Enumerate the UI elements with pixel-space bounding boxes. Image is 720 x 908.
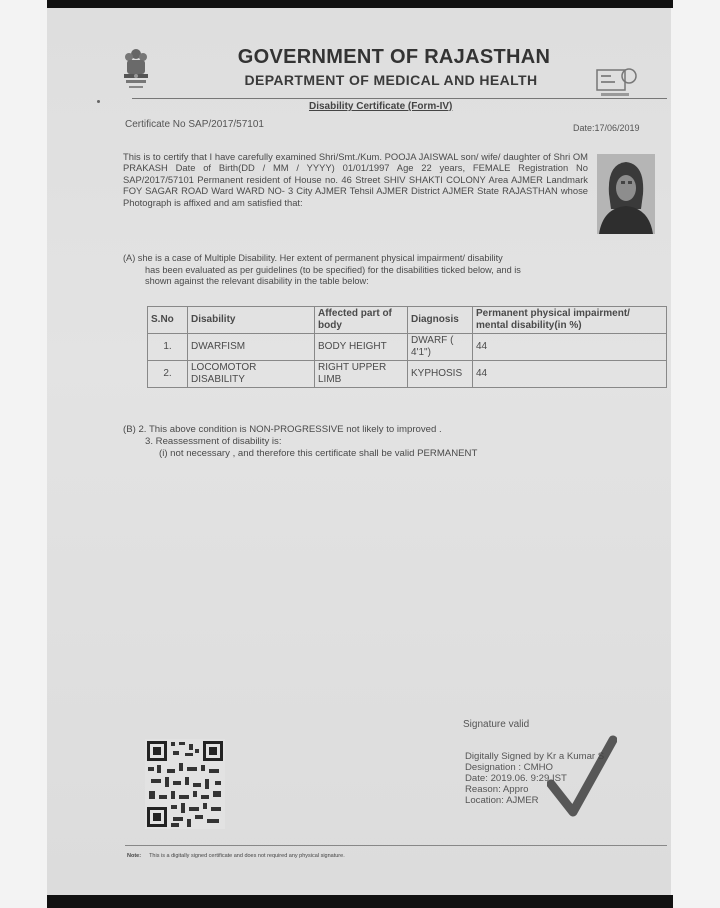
section-a-line1: (A) she is a case of Multiple Disability. Her extent of permanent physical impairment/ disability (123, 253, 503, 263)
cell-percent: 44 (473, 334, 667, 361)
disability-table (147, 306, 667, 388)
cell-percent: 44 (473, 361, 667, 388)
cell-diagnosis: KYPHOSIS (408, 361, 473, 388)
signature-location: Location: AJMER (465, 795, 539, 806)
cell-disability: LOCOMOTOR DISABILITY (188, 361, 315, 388)
cell-disability: DWARFISM (188, 334, 315, 361)
section-b (123, 424, 477, 460)
footer-note (127, 853, 345, 859)
table-header-row (148, 307, 667, 334)
cell-diagnosis: DWARF ( 4'1") (408, 334, 473, 361)
certificate-page (47, 8, 671, 895)
table-row (148, 334, 667, 361)
top-frame-bar (47, 0, 673, 8)
section-a-line3: shown against the relevant disability in the table below: (145, 276, 369, 286)
qr-code-icon (145, 739, 225, 829)
form-title: Disability Certificate (Form-IV) (309, 101, 453, 112)
header-affected-part: Affected part of body (315, 307, 408, 334)
section-b-line1: (B) 2. This above condition is NON-PROGRESSIVE not likely to improved . (123, 424, 442, 435)
cell-part: BODY HEIGHT (315, 334, 408, 361)
certificate-date: Date:17/06/2019 (573, 123, 640, 133)
section-a (123, 253, 665, 288)
applicant-photo (597, 154, 655, 234)
signed-by: Digitally Signed by Kr a Kumar S (465, 751, 605, 762)
cell-sno: 1. (148, 334, 188, 361)
footer-note-label: Note: (127, 853, 142, 859)
section-b-line3: (i) not necessary , and therefore this certificate shall be valid PERMANENT (159, 448, 478, 459)
section-b-line2: 3. Reassessment of disability is: (145, 436, 282, 447)
department-logo-icon (595, 64, 639, 100)
footer-note-text: This is a digitally signed certificate and does not required any physical signature. (149, 853, 345, 859)
header-divider (132, 98, 667, 99)
punch-mark (97, 100, 100, 103)
header-disability: Disability (188, 307, 315, 334)
department-title: DEPARTMENT OF MEDICAL AND HEALTH (244, 72, 538, 88)
signature-designation: Designation : CMHO (465, 762, 553, 773)
section-a-line2: has been evaluated as per guidelines (to be specified) for the disabilities ticked below, and is (145, 264, 521, 275)
table-row (148, 361, 667, 388)
signature-date: Date: 2019.06. 9:29 IST (465, 773, 567, 784)
signature-valid-label: Signature valid (463, 719, 530, 730)
person-photo-icon (597, 154, 655, 234)
certification-paragraph: This is to certify that I have carefully examined Shri/Smt./Kum. POOJA JAISWAL son/ wife/ daughter of Shri OM PRAKASH Date of Birth(DD / MM / YYYY) 01/01/1997 Age 22 years, FEMALE Registration No SAP/2017/57101 Permanent resident of House no. 46 Street SHIV SHAKTI COLONY Area AJMER Landmark FOY SAGAR ROAD Ward WARD NO- 3 City AJMER Tehsil AJMER District AJMER State RAJASTHAN whose Photograph is affixed and am satisfied that: (123, 151, 588, 208)
bottom-frame-bar (47, 895, 673, 908)
certificate-number: Certificate No SAP/2017/57101 (125, 119, 264, 130)
footer-divider (125, 845, 667, 846)
cell-sno: 2. (148, 361, 188, 388)
cell-part: RIGHT UPPER LIMB (315, 361, 408, 388)
signature-reason: Reason: Appro (465, 784, 529, 795)
header-impairment-percent: Permanent physical impairment/ mental disability(in %) (473, 307, 667, 334)
header-diagnosis: Diagnosis (408, 307, 473, 334)
government-title: GOVERNMENT OF RAJASTHAN (237, 46, 551, 68)
header-sno: S.No (148, 307, 188, 334)
signature-valid-check-icon (547, 734, 617, 819)
